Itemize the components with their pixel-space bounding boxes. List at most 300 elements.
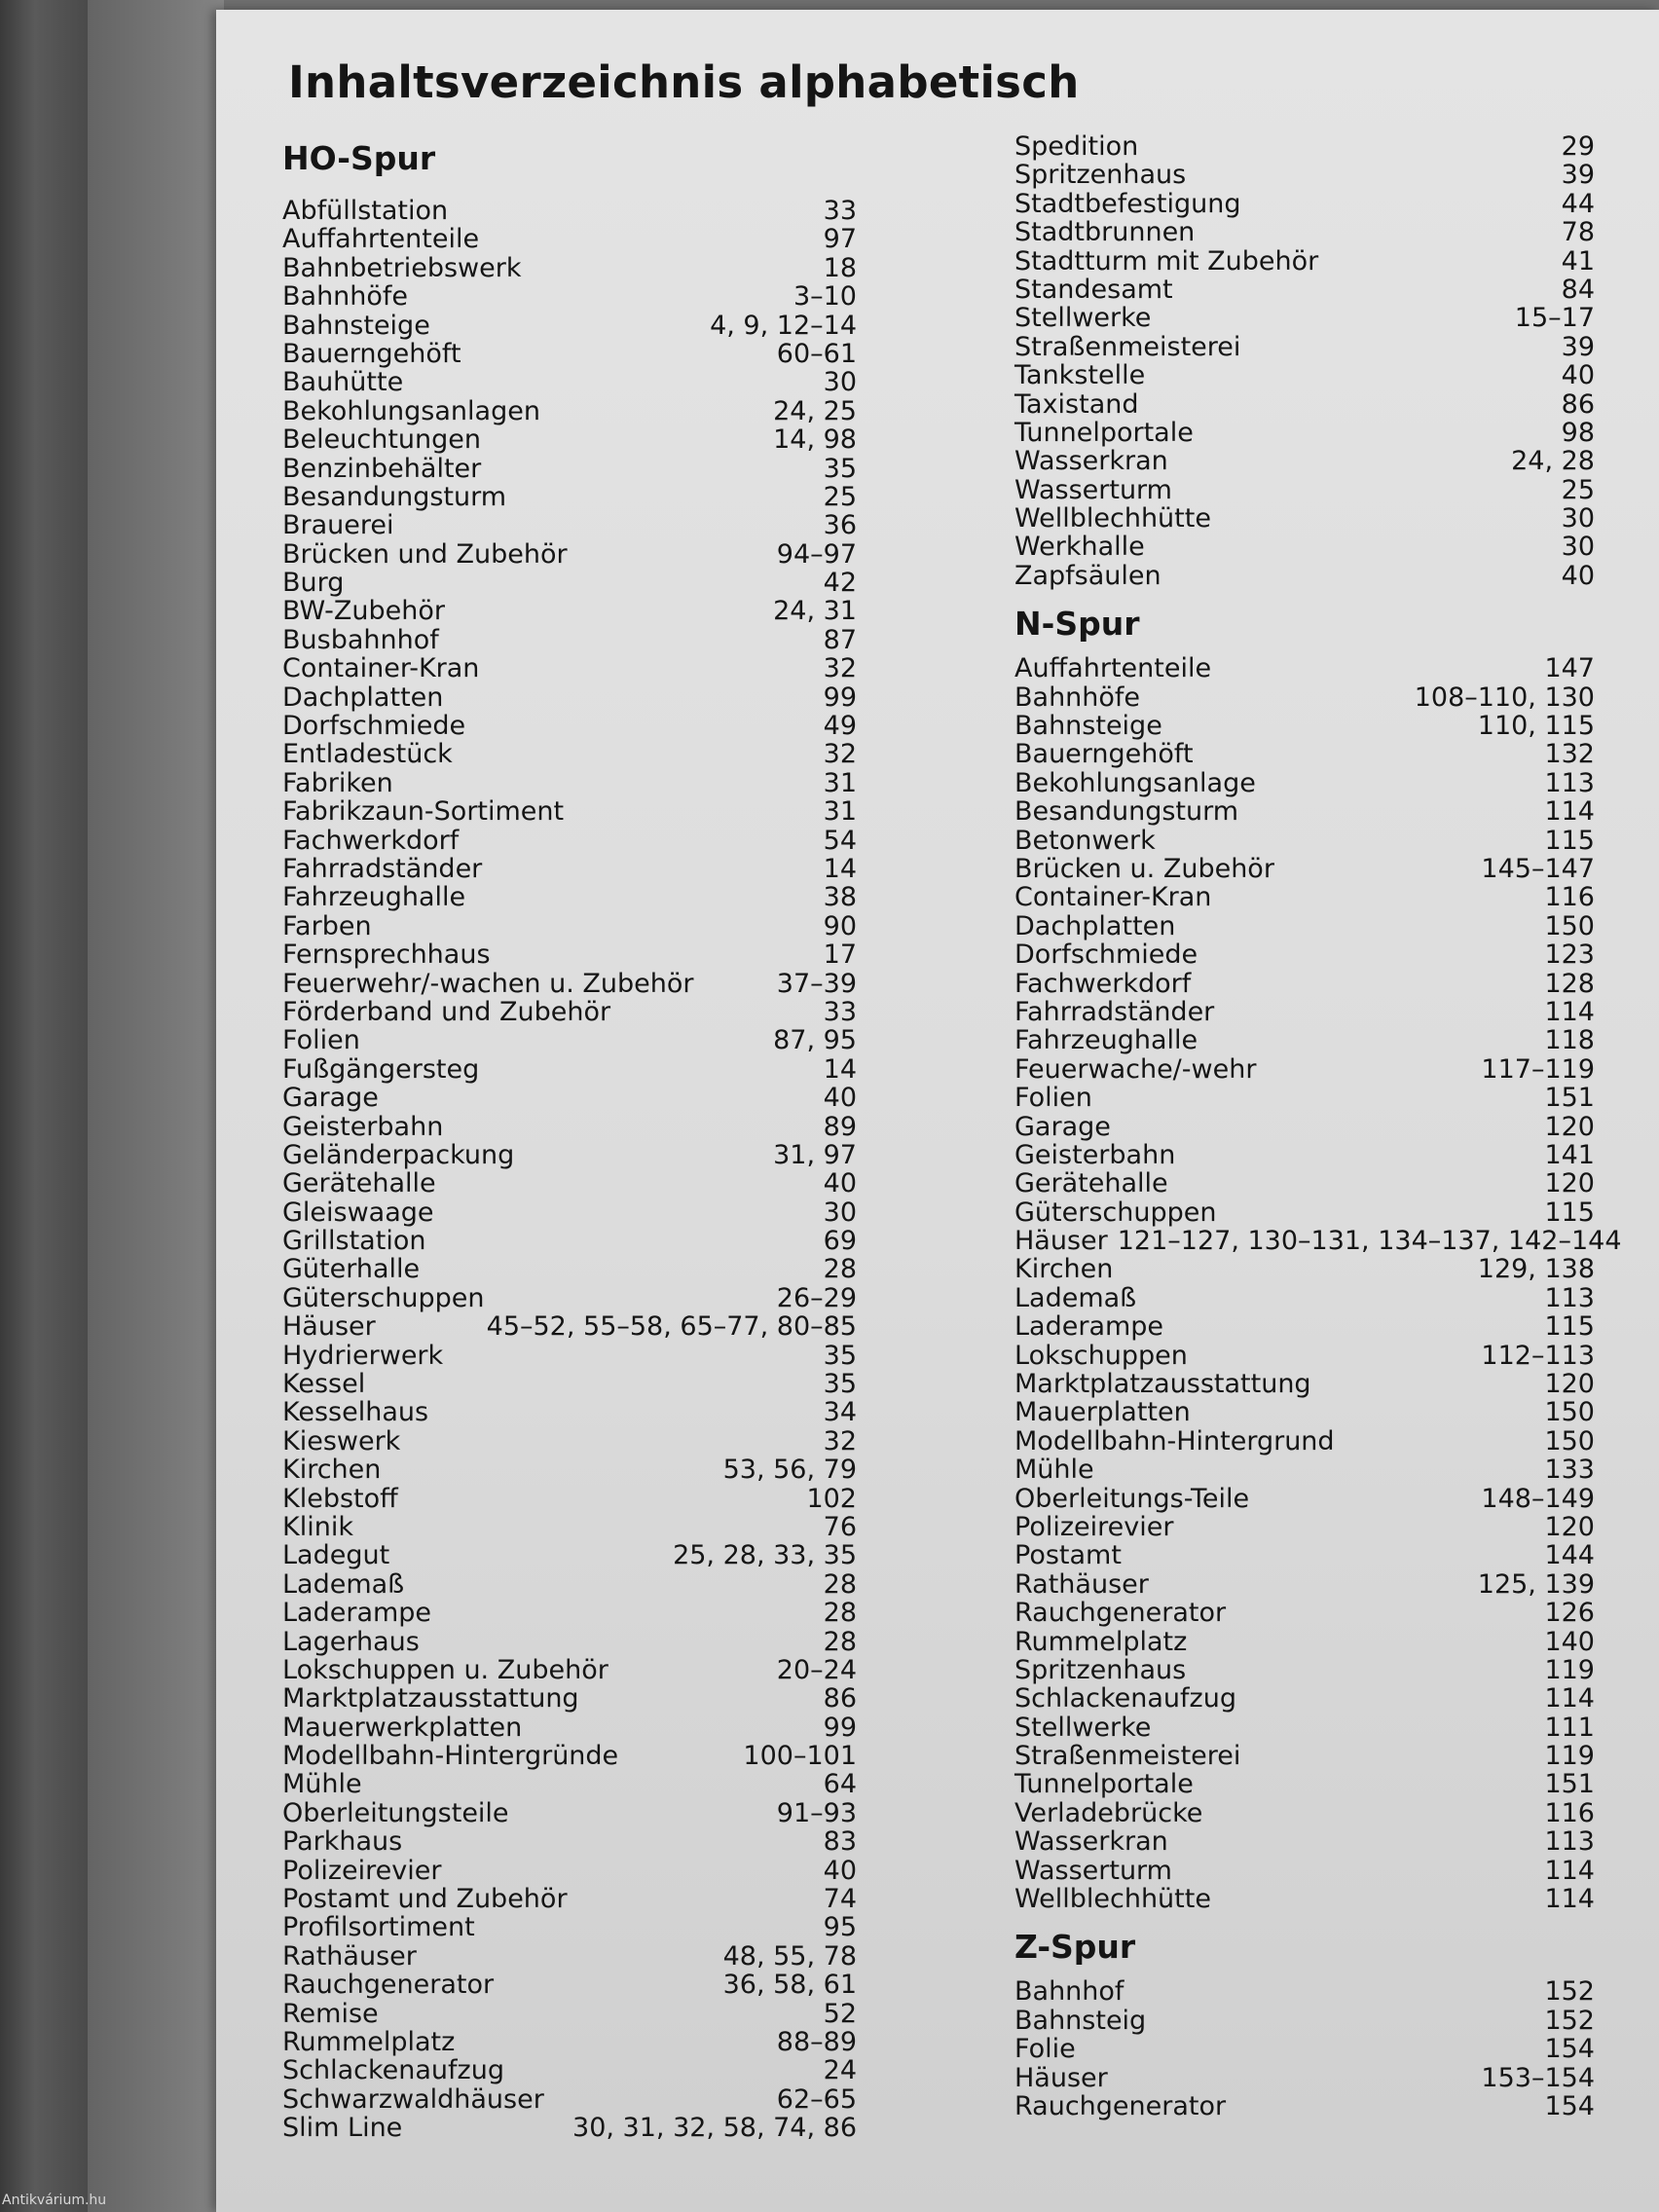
index-pages: 116	[1544, 1797, 1595, 1828]
index-entry	[282, 569, 857, 597]
index-entry	[1014, 419, 1595, 447]
index-term: Lademaß	[1014, 1282, 1137, 1313]
index-term: Marktplatzausstattung	[1014, 1369, 1311, 1400]
index-term: Straßenmeisterei	[1014, 331, 1241, 362]
index-entry	[282, 1570, 857, 1599]
index-entry	[1014, 1827, 1595, 1856]
index-entry	[282, 1485, 857, 1513]
index-entry	[282, 912, 857, 940]
index-pages: 152	[1544, 2005, 1595, 2036]
index-term: Besandungsturm	[1014, 796, 1239, 828]
ho-entry-list	[282, 197, 857, 2143]
index-entry	[1014, 883, 1595, 911]
section-heading-n: N-Spur	[1014, 605, 1140, 644]
index-term: Fahrzeughalle	[282, 882, 466, 913]
index-pages: 144	[1544, 1540, 1595, 1571]
index-term: Fachwerkdorf	[1014, 968, 1192, 999]
index-pages: 74	[823, 1884, 857, 1915]
index-pages: 114	[1544, 1855, 1595, 1886]
index-pages: 4, 9, 12–14	[710, 310, 857, 341]
index-pages: 150	[1544, 910, 1595, 941]
index-pages: 28	[823, 1254, 857, 1285]
index-entry	[1014, 1770, 1595, 1798]
index-entry	[282, 654, 857, 682]
index-pages: 14	[823, 853, 857, 884]
index-pages: 78	[1561, 217, 1595, 248]
index-term: Förderband und Zubehör	[282, 996, 611, 1027]
index-entry	[282, 626, 857, 654]
index-entry	[282, 1513, 857, 1541]
index-term: Farben	[282, 910, 372, 941]
z-entry-list	[1014, 1977, 1595, 2120]
index-entry	[282, 1971, 857, 1999]
index-pages: 120	[1544, 1111, 1595, 1142]
index-term: Bahnhof	[1014, 1976, 1124, 2008]
index-term: Entladestück	[282, 739, 453, 770]
index-pages: 60–61	[776, 338, 857, 369]
index-pages: 40	[823, 1855, 857, 1886]
index-term: Wellblechhütte	[1014, 1884, 1211, 1915]
index-pages: 49	[823, 711, 857, 742]
index-entry	[282, 1141, 857, 1169]
index-entry	[282, 1055, 857, 1084]
index-term: Tunnelportale	[1014, 417, 1194, 448]
index-pages: 113	[1544, 1826, 1595, 1858]
index-pages: 14, 98	[773, 424, 857, 456]
index-entry	[1014, 940, 1595, 969]
index-term: Folie	[1014, 2034, 1076, 2065]
index-term: Wasserkran	[1014, 1826, 1168, 1858]
index-entry	[1014, 218, 1595, 246]
index-term: Modellbahn-Hintergründe	[282, 1741, 619, 1772]
index-entry	[282, 540, 857, 569]
index-entry	[282, 368, 857, 396]
index-pages: 118	[1544, 1025, 1595, 1056]
index-entry	[1014, 912, 1595, 940]
index-term: Busbahnhof	[282, 624, 439, 655]
index-pages: 20–24	[776, 1654, 857, 1685]
index-term: Tankstelle	[1014, 360, 1146, 391]
index-term: Fabriken	[282, 767, 393, 798]
index-pages: 64	[823, 1769, 857, 1800]
index-pages: 120	[1544, 1511, 1595, 1542]
index-pages: 86	[1561, 388, 1595, 420]
index-entry	[282, 2056, 857, 2084]
index-term: Garage	[282, 1083, 379, 1114]
index-entry	[1014, 2092, 1595, 2120]
index-pages: 115	[1544, 1311, 1595, 1343]
index-entry	[282, 1456, 857, 1484]
index-entry	[1014, 504, 1595, 533]
index-pages: 90	[823, 910, 857, 941]
index-pages: 113	[1544, 1282, 1595, 1313]
index-term: Grillstation	[282, 1226, 426, 1257]
index-entry	[1014, 1113, 1595, 1141]
index-pages: 115	[1544, 825, 1595, 856]
index-pages: 117–119	[1481, 1053, 1595, 1085]
index-pages: 87	[823, 624, 857, 655]
index-pages: 40	[1561, 360, 1595, 391]
index-pages: 25	[823, 481, 857, 512]
index-pages: 120	[1544, 1369, 1595, 1400]
index-term: Wellblechhütte	[1014, 503, 1211, 535]
index-pages: 54	[823, 825, 857, 856]
index-pages: 150	[1544, 1397, 1595, 1428]
index-term: Container-Kran	[1014, 882, 1212, 913]
index-term: Parkhaus	[282, 1826, 403, 1858]
index-entry	[282, 712, 857, 740]
index-pages: 110, 115	[1477, 711, 1595, 742]
index-term: Bahnhöfe	[282, 281, 409, 313]
index-entry	[282, 455, 857, 483]
index-entry	[282, 1026, 857, 1054]
index-pages: 35	[823, 1340, 857, 1371]
index-term: Beleuchtungen	[282, 424, 481, 456]
index-entry	[282, 1284, 857, 1312]
index-pages: 128	[1544, 968, 1595, 999]
index-entry	[1014, 769, 1595, 797]
index-term: Dorfschmiede	[1014, 940, 1198, 971]
index-term: Spritzenhaus	[1014, 160, 1187, 191]
index-pages: 48, 55, 78	[722, 1940, 857, 1972]
index-entry	[282, 998, 857, 1026]
index-entry	[282, 1827, 857, 1856]
index-term: Mühle	[282, 1769, 362, 1800]
index-pages: 28	[823, 1598, 857, 1629]
index-term: Gerätehalle	[282, 1168, 436, 1199]
index-term: Fahrradständer	[1014, 996, 1215, 1027]
index-term: Dachplatten	[282, 682, 444, 713]
index-pages: 114	[1544, 996, 1595, 1027]
index-term: Stellwerke	[1014, 1712, 1152, 1743]
index-term: Zapfsäulen	[1014, 560, 1161, 591]
index-term: Bahnsteige	[282, 310, 430, 341]
index-entry	[282, 1227, 857, 1255]
index-term: Güterschuppen	[282, 1282, 485, 1313]
index-term: Bauhütte	[282, 367, 404, 398]
index-entry	[1014, 390, 1595, 419]
index-entry	[1014, 476, 1595, 504]
index-term: Standesamt	[1014, 274, 1173, 305]
index-pages: 69	[823, 1226, 857, 1257]
index-term: Kieswerk	[282, 1425, 401, 1456]
index-pages: 40	[1561, 560, 1595, 591]
index-entry	[282, 1913, 857, 1941]
index-term: Ladegut	[282, 1540, 390, 1571]
index-pages: 30	[823, 1197, 857, 1228]
index-entry	[1014, 1799, 1595, 1827]
index-term: Rauchgenerator	[1014, 1598, 1227, 1629]
index-term: Spritzenhaus	[1014, 1654, 1187, 1685]
index-entry	[282, 1342, 857, 1370]
index-pages: 32	[823, 653, 857, 684]
index-entry	[282, 1770, 857, 1798]
index-pages: 24	[823, 2055, 857, 2086]
index-entry	[1014, 276, 1595, 304]
index-term: Rathäuser	[1014, 1568, 1149, 1600]
index-pages: 36	[823, 510, 857, 541]
index-term: Wasserturm	[1014, 474, 1172, 505]
index-entry	[1014, 1857, 1595, 1885]
index-entry	[282, 883, 857, 911]
index-term: Oberleitungs-Teile	[1014, 1483, 1250, 1514]
index-pages: 15–17	[1514, 303, 1595, 334]
index-pages: 31	[823, 796, 857, 828]
index-pages: 35	[823, 1369, 857, 1400]
index-pages: 83	[823, 1826, 857, 1858]
index-term: Lagerhaus	[282, 1626, 420, 1657]
index-pages: 24, 25	[773, 395, 857, 426]
index-pages: 39	[1561, 331, 1595, 362]
index-pages: 30	[1561, 532, 1595, 563]
index-term: Gleiswaage	[282, 1197, 434, 1228]
index-pages: 24, 28	[1511, 446, 1595, 477]
index-entry	[1014, 562, 1595, 590]
index-pages: 31, 97	[773, 1139, 857, 1170]
index-term: Häuser	[282, 1311, 376, 1343]
index-pages: 30	[823, 367, 857, 398]
index-entry	[1014, 1684, 1595, 1713]
index-entry	[1014, 447, 1595, 475]
index-term: Bauerngehöft	[282, 338, 461, 369]
index-pages: 30, 31, 32, 58, 74, 86	[572, 2113, 857, 2144]
index-term: Remise	[282, 1998, 379, 2029]
index-pages: 86	[823, 1683, 857, 1714]
index-pages: 26–29	[776, 1282, 857, 1313]
index-term: Kirchen	[282, 1455, 382, 1486]
index-term: Kirchen	[1014, 1254, 1114, 1285]
index-term: Laderampe	[1014, 1311, 1164, 1343]
index-term: Rauchgenerator	[1014, 2091, 1227, 2121]
index-entry	[282, 511, 857, 539]
index-pages: 145–147	[1481, 853, 1595, 884]
index-pages: 98	[1561, 417, 1595, 448]
index-term: Profilsortiment	[282, 1912, 475, 1943]
index-term: Polizeirevier	[1014, 1511, 1174, 1542]
index-pages: 34	[823, 1397, 857, 1428]
index-pages: 32	[823, 739, 857, 770]
index-entry	[282, 769, 857, 797]
index-term: Rauchgenerator	[282, 1970, 495, 2001]
index-term: Klinik	[282, 1511, 353, 1542]
index-term: Feuerwehr/-wachen u. Zubehör	[282, 968, 694, 999]
index-entry	[1014, 1742, 1595, 1770]
index-pages: 25	[1561, 474, 1595, 505]
index-pages: 152	[1544, 1976, 1595, 2008]
index-entry	[282, 483, 857, 511]
index-term: Fachwerkdorf	[282, 825, 460, 856]
index-entry	[282, 740, 857, 768]
index-pages: 29	[1561, 131, 1595, 162]
index-term: Benzinbehälter	[282, 453, 482, 484]
index-term: Verladebrücke	[1014, 1797, 1203, 1828]
index-pages: 114	[1544, 796, 1595, 828]
index-pages: 39	[1561, 160, 1595, 191]
index-entry	[1014, 1084, 1595, 1112]
index-term: Brücken u. Zubehör	[1014, 853, 1274, 884]
index-entry	[282, 1885, 857, 1913]
index-term: Fahrzeughalle	[1014, 1025, 1198, 1056]
underlying-page-edge	[88, 0, 224, 2212]
index-pages: 141	[1544, 1139, 1595, 1170]
index-entry	[1014, 1255, 1595, 1283]
index-entry	[282, 1312, 857, 1341]
index-term: Taxistand	[1014, 388, 1139, 420]
index-pages: 100–101	[743, 1741, 857, 1772]
index-entry	[282, 340, 857, 368]
index-entry	[282, 2085, 857, 2114]
index-term: Laderampe	[282, 1598, 432, 1629]
index-pages: 94–97	[776, 538, 857, 570]
index-pages: 38	[823, 882, 857, 913]
index-pages: 115	[1544, 1197, 1595, 1228]
index-entry	[282, 1541, 857, 1569]
index-pages: 147	[1544, 653, 1595, 684]
index-pages: 37–39	[776, 968, 857, 999]
section-heading-z: Z-Spur	[1014, 1928, 1136, 1967]
index-term: Häuser	[1014, 1226, 1108, 1257]
index-pages: 112–113	[1481, 1340, 1595, 1371]
index-entry	[1014, 1284, 1595, 1312]
index-entry	[1014, 1541, 1595, 1569]
index-pages: 91–93	[776, 1797, 857, 1828]
index-entry	[1014, 304, 1595, 332]
index-entry	[282, 1628, 857, 1656]
index-entry	[282, 2114, 857, 2142]
index-entry	[282, 1169, 857, 1198]
index-term: Slim Line	[282, 2113, 403, 2144]
index-entry	[1014, 827, 1595, 855]
index-term: Wasserturm	[1014, 1855, 1172, 1886]
index-entry	[1014, 1513, 1595, 1541]
index-entry	[1014, 740, 1595, 768]
index-term: Besandungsturm	[282, 481, 507, 512]
index-term: Mauerplatten	[1014, 1397, 1191, 1428]
index-pages: 53, 56, 79	[722, 1455, 857, 1486]
index-pages: 114	[1544, 1884, 1595, 1915]
index-entry	[282, 797, 857, 826]
section-heading-ho: HO-Spur	[282, 139, 436, 177]
index-entry	[1014, 1599, 1595, 1627]
index-pages: 97	[823, 224, 857, 255]
page-title: Inhaltsverzeichnis alphabetisch	[288, 56, 1080, 108]
index-pages: 88–89	[776, 2027, 857, 2057]
index-entry	[1014, 797, 1595, 826]
index-term: Schlackenaufzug	[1014, 1683, 1236, 1714]
index-pages: 45–52, 55–58, 65–77, 80–85	[486, 1311, 857, 1343]
index-term: Werkhalle	[1014, 532, 1145, 563]
index-entry	[1014, 1398, 1595, 1426]
index-entry	[282, 1656, 857, 1684]
index-entry	[282, 1799, 857, 1827]
index-pages: 151	[1544, 1083, 1595, 1114]
index-term: Folien	[1014, 1083, 1092, 1114]
index-pages: 133	[1544, 1455, 1595, 1486]
ho-continued-list	[1014, 132, 1595, 590]
index-entry	[1014, 1977, 1595, 2006]
index-term: Betonwerk	[1014, 825, 1156, 856]
index-pages: 153–154	[1481, 2062, 1595, 2093]
index-term: Fabrikzaun-Sortiment	[282, 796, 565, 828]
index-pages: 87, 95	[773, 1025, 857, 1056]
book-spine	[0, 0, 88, 2212]
index-term: Modellbahn-Hintergrund	[1014, 1425, 1335, 1456]
index-entry	[1014, 1141, 1595, 1169]
index-entry	[1014, 247, 1595, 276]
index-term: Rathäuser	[282, 1940, 417, 1972]
index-entry	[282, 197, 857, 225]
index-pages: 99	[823, 682, 857, 713]
index-entry	[1014, 654, 1595, 682]
index-term: Schwarzwaldhäuser	[282, 2083, 544, 2115]
left-column	[282, 136, 857, 2143]
index-pages: 150	[1544, 1425, 1595, 1456]
index-pages: 151	[1544, 1769, 1595, 1800]
index-entry	[1014, 1570, 1595, 1599]
index-entry	[1014, 1169, 1595, 1198]
index-entry	[282, 312, 857, 340]
index-pages: 42	[823, 568, 857, 599]
index-pages: 3–10	[793, 281, 857, 313]
index-entry	[282, 683, 857, 712]
index-term: Bahnbetriebswerk	[282, 252, 522, 283]
index-pages: 31	[823, 767, 857, 798]
index-entry	[1014, 855, 1595, 883]
index-entry	[282, 1599, 857, 1627]
index-entry	[282, 1370, 857, 1398]
index-term: Häuser	[1014, 2062, 1108, 2093]
index-term: Güterhalle	[282, 1254, 421, 1285]
index-term: Bahnsteige	[1014, 711, 1162, 742]
index-pages: 89	[823, 1111, 857, 1142]
index-term: Folien	[282, 1025, 360, 1056]
index-pages: 84	[1561, 274, 1595, 305]
index-entry	[282, 1684, 857, 1713]
index-term: Polizeirevier	[282, 1855, 442, 1886]
index-entry	[1014, 1055, 1595, 1084]
index-term: Güterschuppen	[1014, 1197, 1217, 1228]
index-pages: 123	[1544, 940, 1595, 971]
index-term: Bahnhöfe	[1014, 682, 1141, 713]
index-term: Garage	[1014, 1111, 1111, 1142]
index-pages: 36, 58, 61	[722, 1970, 857, 2001]
index-pages: 113	[1544, 767, 1595, 798]
index-term: Schlackenaufzug	[282, 2055, 504, 2086]
index-entry	[282, 1857, 857, 1885]
index-entry	[282, 1398, 857, 1426]
index-term: Postamt	[1014, 1540, 1122, 1571]
index-term: Kesselhaus	[282, 1397, 429, 1428]
index-entry	[1014, 190, 1595, 218]
index-term: Abfüllstation	[282, 196, 449, 226]
index-term: Hydrierwerk	[282, 1340, 444, 1371]
index-entry	[282, 282, 857, 311]
index-entry	[282, 1198, 857, 1227]
index-entry	[282, 1942, 857, 1971]
index-entry	[1014, 2035, 1595, 2063]
index-entry	[282, 425, 857, 454]
index-pages: 17	[823, 940, 857, 971]
index-term: Mühle	[1014, 1455, 1094, 1486]
index-pages: 120	[1544, 1168, 1595, 1199]
index-term: Klebstoff	[282, 1483, 398, 1514]
index-pages: 52	[823, 1998, 857, 2029]
index-term: Brauerei	[282, 510, 394, 541]
index-term: Mauerwerkplatten	[282, 1712, 523, 1743]
index-entry	[1014, 1026, 1595, 1054]
index-pages: 33	[823, 196, 857, 226]
index-pages: 129, 138	[1477, 1254, 1595, 1285]
